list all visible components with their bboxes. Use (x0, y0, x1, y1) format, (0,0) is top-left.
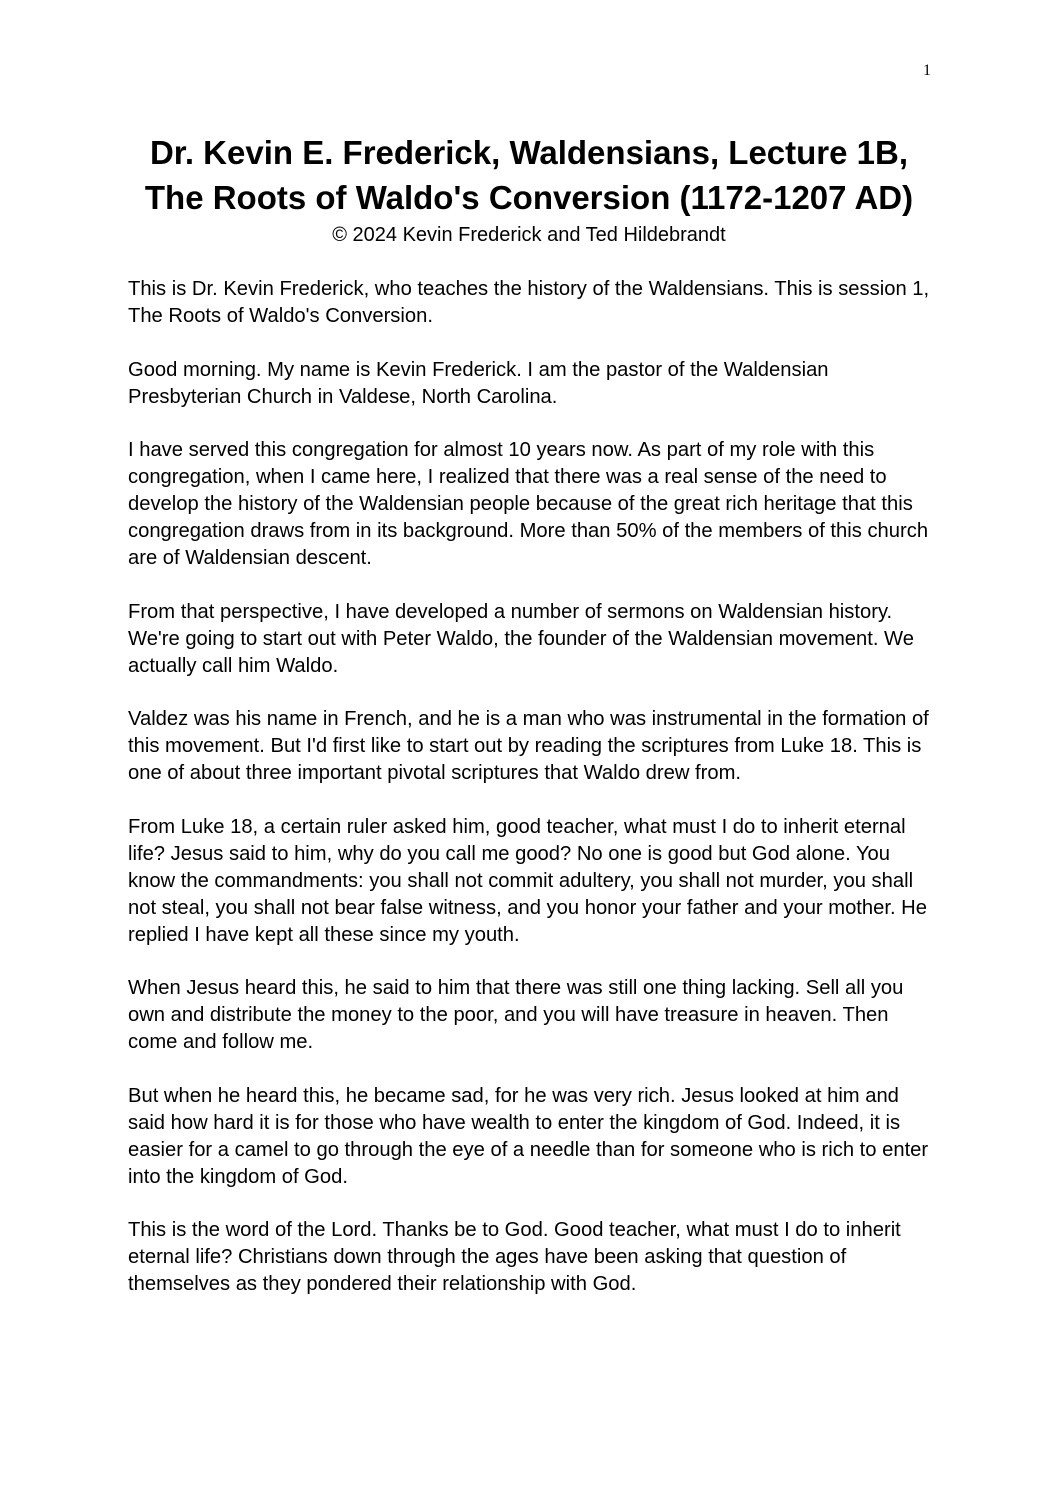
paragraph-4: From that perspective, I have developed a number of sermons on Waldensian history. We're going to start out with Peter Waldo, the founder of the Waldensian movement. We actually call him Waldo. (128, 600, 914, 677)
paragraph-8: But when he heard this, he became sad, for he was very rich. Jesus looked at him and said how hard it is for those who have wealth to enter the kingdom of God. Indeed, it is easier for a camel to go through the eye of a needle than for someone who is rich to enter into the kingdom of God. (128, 1084, 929, 1188)
paragraph-1: This is Dr. Kevin Frederick, who teaches the history of the Waldensians. This is session 1, The Roots of Waldo's Conversion. (128, 278, 930, 327)
document-body (128, 276, 934, 1325)
paragraph-6: From Luke 18, a certain ruler asked him, good teacher, what must I do to inherit eternal life? Jesus said to him, why do you call me good? No one is good but God alone. You know the commandments: you shall not commit adultery, you shall not murder, you shall not steal, you shall not bear false witness, and you honor your father and your mother. He replied I have kept all these since my youth. (128, 815, 927, 946)
page-number: 1 (923, 62, 931, 79)
paragraph-9: This is the word of the Lord. Thanks be to God. Good teacher, what must I do to inherit eternal life? Christians down through the ages have been asking that question of themselves as they pondered their relationship with God. (128, 1219, 901, 1295)
copyright-line: © 2024 Kevin Frederick and Ted Hildebrandt (332, 224, 726, 246)
document-title (100, 130, 958, 220)
paragraph-3: I have served this congregation for almost 10 years now. As part of my role with this congregation, when I came here, I realized that there was a real sense of the need to develop the history of the Waldensian people because of the great rich heritage that this congregation draws from in its background. More than 50% of the members of this church are of Waldensian descent. (128, 439, 929, 569)
title-line-1: Dr. Kevin E. Frederick, Waldensians, Lecture 1B, (149, 134, 909, 171)
paragraph-7: When Jesus heard this, he said to him that there was still one thing lacking. Sell all you own and distribute the money to the poor, and you will have treasure in heaven. Then come and follow me. (128, 977, 904, 1053)
paragraph-5: Valdez was his name in French, and he is a man who was instrumental in the formation of this movement. But I'd first like to start out by reading the scriptures from Luke 18. This is one of about three important pivotal scriptures that Waldo drew from. (128, 708, 929, 784)
paragraph-2: Good morning. My name is Kevin Frederick. I am the pastor of the Waldensian Presbyterian Church in Valdese, North Carolina. (128, 358, 829, 408)
title-line-2: The Roots of Waldo's Conversion (1172-1207 AD) (144, 179, 914, 216)
